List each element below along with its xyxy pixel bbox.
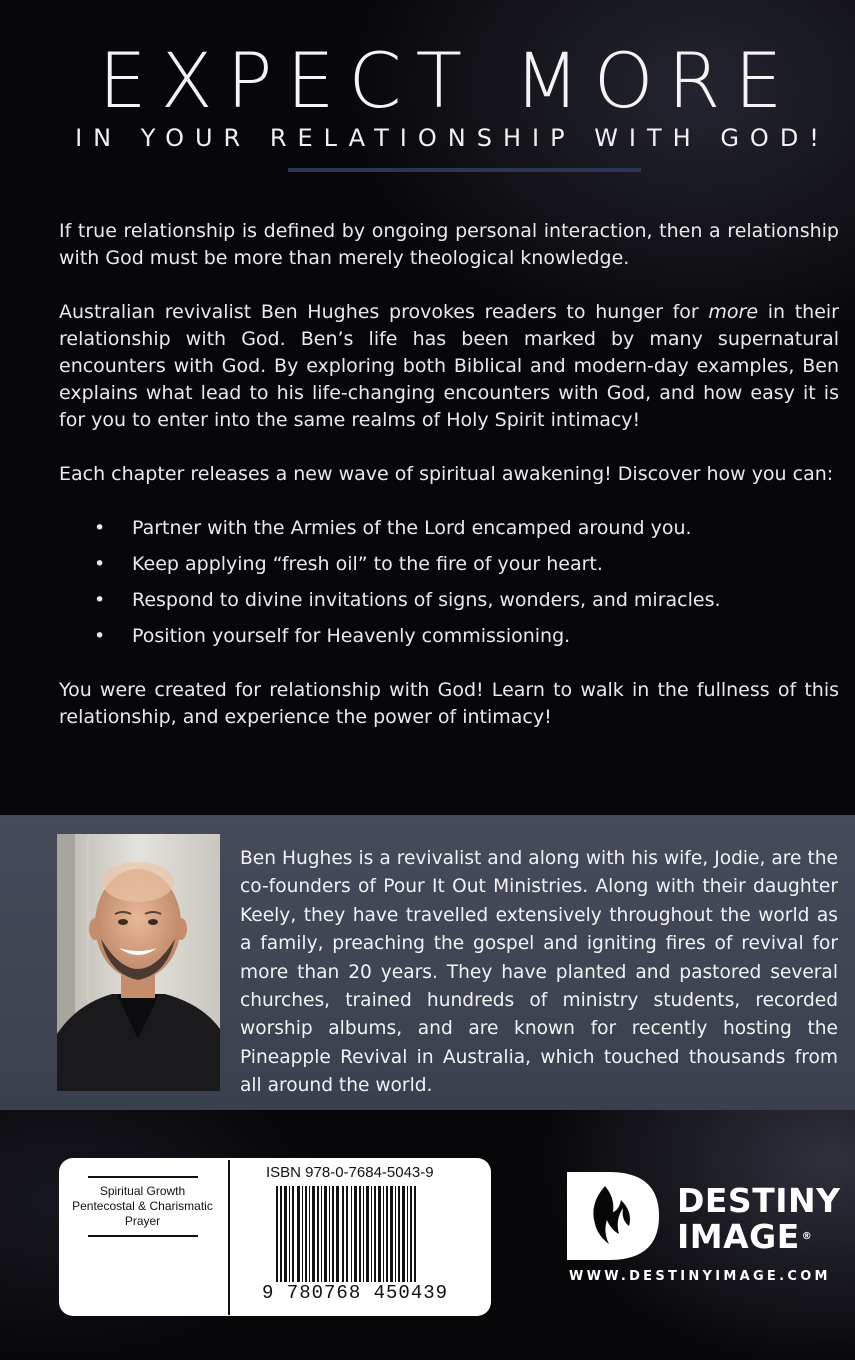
bullet-icon: • bbox=[94, 517, 106, 539]
category-item: Prayer bbox=[124, 1214, 161, 1228]
destiny-image-logo-icon bbox=[567, 1172, 659, 1260]
publisher-name bbox=[677, 1183, 841, 1255]
list-item-text: Position yourself for Heavenly commissioning. bbox=[132, 625, 571, 647]
author-photo bbox=[57, 834, 220, 1091]
description-paragraph-4: You were created for relationship with God! Learn to walk in the fullness of this relationship, and experience the power of intimacy! bbox=[59, 679, 839, 728]
book-title: EXPECT MORE bbox=[98, 36, 797, 125]
registered-mark: ® bbox=[801, 1231, 813, 1242]
title-underline bbox=[288, 168, 641, 172]
isbn-barcode-image bbox=[276, 1186, 426, 1294]
bisac-categories bbox=[70, 1176, 215, 1237]
para2-text-start: Australian revivalist Ben Hughes provokes readers to hunger for bbox=[59, 301, 709, 323]
list-item bbox=[59, 587, 839, 614]
author-bio: Ben Hughes is a revivalist and along with his wife, Jodie, are the co-founders of Pour It Out Ministries. Along with their daughter Keely, they have travelled extensively throughout the world as a family, preaching the gospel and igniting fires of revival for more than 20 years. They have planted and pastored several churches, trained hundreds of ministry students, recorded worship albums, and are known for recently hosting the Pineapple Revival in Australia, which touched thousands from all around the world. bbox=[240, 848, 838, 1097]
list-item-text: Respond to divine invitations of signs, wonders, and miracles. bbox=[132, 589, 721, 611]
bullet-icon: • bbox=[94, 625, 106, 647]
category-rule-bottom bbox=[88, 1235, 198, 1237]
author-portrait-image bbox=[57, 834, 220, 1091]
publisher-name-line2-text: IMAGE bbox=[677, 1217, 800, 1256]
publisher-url: WWW.DESTINYIMAGE.COM bbox=[569, 1269, 831, 1284]
description-paragraph-1: If true relationship is defined by ongoing personal interaction, then a relationship with God must be more than merely theological knowledge. bbox=[59, 220, 839, 269]
bullet-icon: • bbox=[94, 589, 106, 611]
book-description bbox=[59, 218, 839, 758]
isbn-label: ISBN 978-0-7684-5043-9 bbox=[266, 1164, 434, 1181]
list-item-text: Partner with the Armies of the Lord encamped around you. bbox=[132, 517, 692, 539]
benefits-list bbox=[59, 515, 839, 650]
publisher-name-line2 bbox=[677, 1219, 841, 1255]
category-rule-top bbox=[88, 1176, 198, 1178]
list-item-text: Keep applying “fresh oil” to the fire of your heart. bbox=[132, 553, 603, 575]
list-item bbox=[59, 551, 839, 578]
barcode-divider bbox=[228, 1160, 230, 1315]
list-item bbox=[59, 515, 839, 542]
para2-text-end: in their relationship with God. Ben’s life has been marked by many supernatural encounters with God. By exploring both Biblical and modern-day examples, Ben explains what lead to his life-changing encounters with God, and how easy it is for you to enter into the same realms of Holy Spirit intimacy! bbox=[59, 301, 839, 431]
publisher-name-line1: DESTINY bbox=[677, 1181, 841, 1220]
category-item: Pentecostal & Charismatic bbox=[72, 1199, 213, 1213]
para2-emphasis: more bbox=[708, 301, 759, 323]
barcode-digits: 9 780768 450439 bbox=[262, 1282, 449, 1304]
list-item bbox=[59, 623, 839, 650]
category-item: Spiritual Growth bbox=[99, 1184, 186, 1198]
bullet-icon: • bbox=[94, 553, 106, 575]
description-paragraph-3: Each chapter releases a new wave of spiritual awakening! Discover how you can: bbox=[59, 463, 834, 485]
description-paragraph-2 bbox=[59, 299, 839, 434]
book-subtitle: IN YOUR RELATIONSHIP WITH GOD! bbox=[75, 124, 830, 152]
